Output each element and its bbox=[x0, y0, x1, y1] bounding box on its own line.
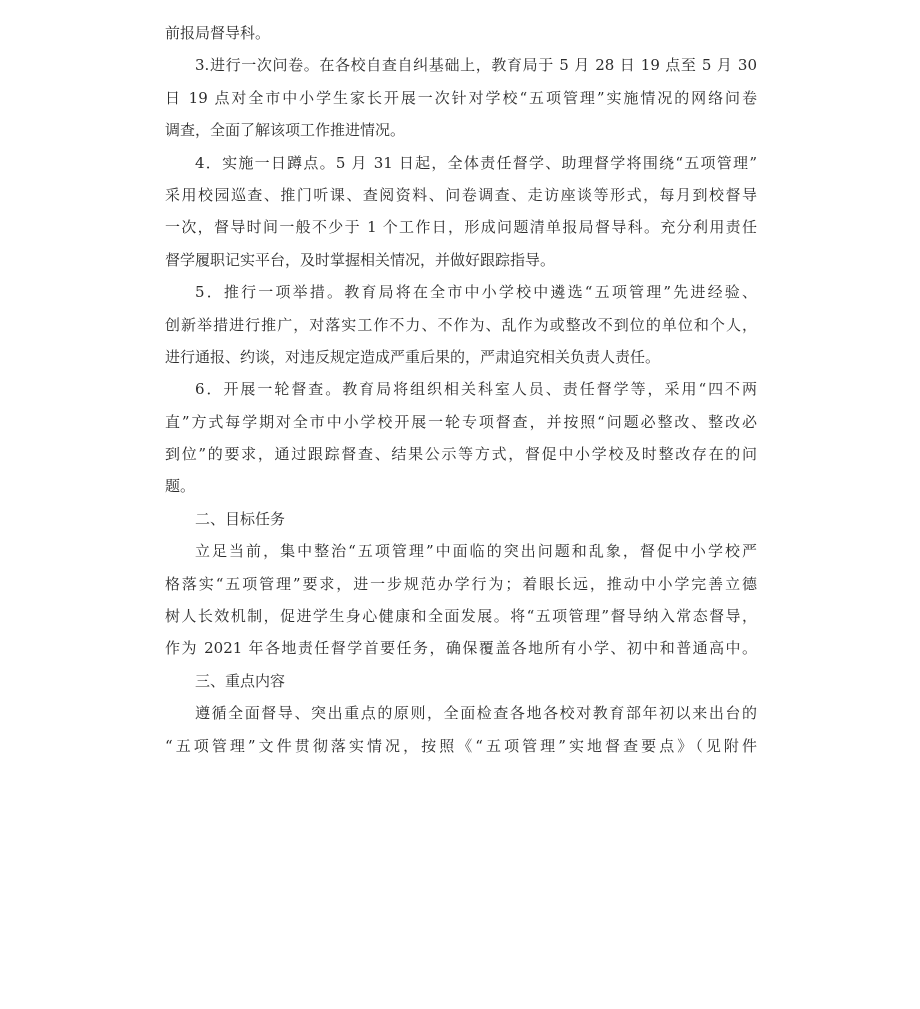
text-line: 采用校园巡查、推门听课、查阅资料、问卷调查、走访座谈等形式，每月到校督导 bbox=[165, 185, 757, 204]
text-line: 前报局督导科。 bbox=[165, 24, 271, 42]
document-body bbox=[165, 17, 757, 762]
section-heading: 二、目标任务 bbox=[195, 509, 286, 528]
text-line: 作为 2021 年各地责任督学首要任务，确保覆盖各地所有小学、初中和普通高中。 bbox=[165, 639, 757, 658]
text-line: 直”方式每学期对全市中小学校开展一轮专项督查，并按照“问题必整改、整改必 bbox=[165, 412, 757, 431]
section-heading: 三、重点内容 bbox=[195, 671, 286, 690]
text-line: 题。 bbox=[165, 477, 196, 496]
text-line: 5．推行一项举措。教育局将在全市中小学校中遴选“五项管理”先进经验、 bbox=[195, 283, 757, 302]
text-line: 树人长效机制，促进学生身心健康和全面发展。将“五项管理”督导纳入常态督导， bbox=[165, 607, 757, 626]
text-line: 日 19 点对全市中小学生家长开展一次针对学校“五项管理”实施情况的网络问卷 bbox=[165, 88, 757, 107]
text-line: 4．实施一日蹲点。5 月 31 日起，全体责任督学、助理督学将围绕“五项管理” bbox=[195, 153, 757, 172]
text-line: 3.进行一次问卷。在各校自查自纠基础上，教育局于 5 月 28 日 19 点至 5 月 30 bbox=[195, 56, 757, 75]
text-line: 一次，督导时间一般不少于 1 个工作日，形成问题清单报局督导科。充分利用责任 bbox=[165, 218, 757, 237]
text-line: 创新举措进行推广，对落实工作不力、不作为、乱作为或整改不到位的单位和个人， bbox=[165, 315, 757, 334]
text-line: 进行通报、约谈，对违反规定造成严重后果的，严肃追究相关负责人责任。 bbox=[165, 347, 661, 366]
text-line: 格落实“五项管理”要求，进一步规范办学行为；着眼长远，推动中小学完善立德 bbox=[165, 574, 757, 593]
text-line: 立足当前，集中整治“五项管理”中面临的突出问题和乱象，督促中小学校严 bbox=[195, 542, 757, 561]
text-line: “五项管理”文件贯彻落实情况，按照《“五项管理”实地督查要点》（见附件 bbox=[165, 736, 757, 755]
text-line: 遵循全面督导、突出重点的原则，全面检查各地各校对教育部年初以来出台的 bbox=[195, 704, 757, 723]
text-line: 督学履职记实平台，及时掌握相关情况，并做好跟踪指导。 bbox=[165, 250, 556, 269]
text-line: 6．开展一轮督查。教育局将组织相关科室人员、责任督学等，采用“四不两 bbox=[195, 380, 757, 399]
text-line: 到位”的要求，通过跟踪督查、结果公示等方式，督促中小学校及时整改存在的问 bbox=[165, 445, 757, 464]
text-line: 调查，全面了解该项工作推进情况。 bbox=[165, 121, 406, 140]
